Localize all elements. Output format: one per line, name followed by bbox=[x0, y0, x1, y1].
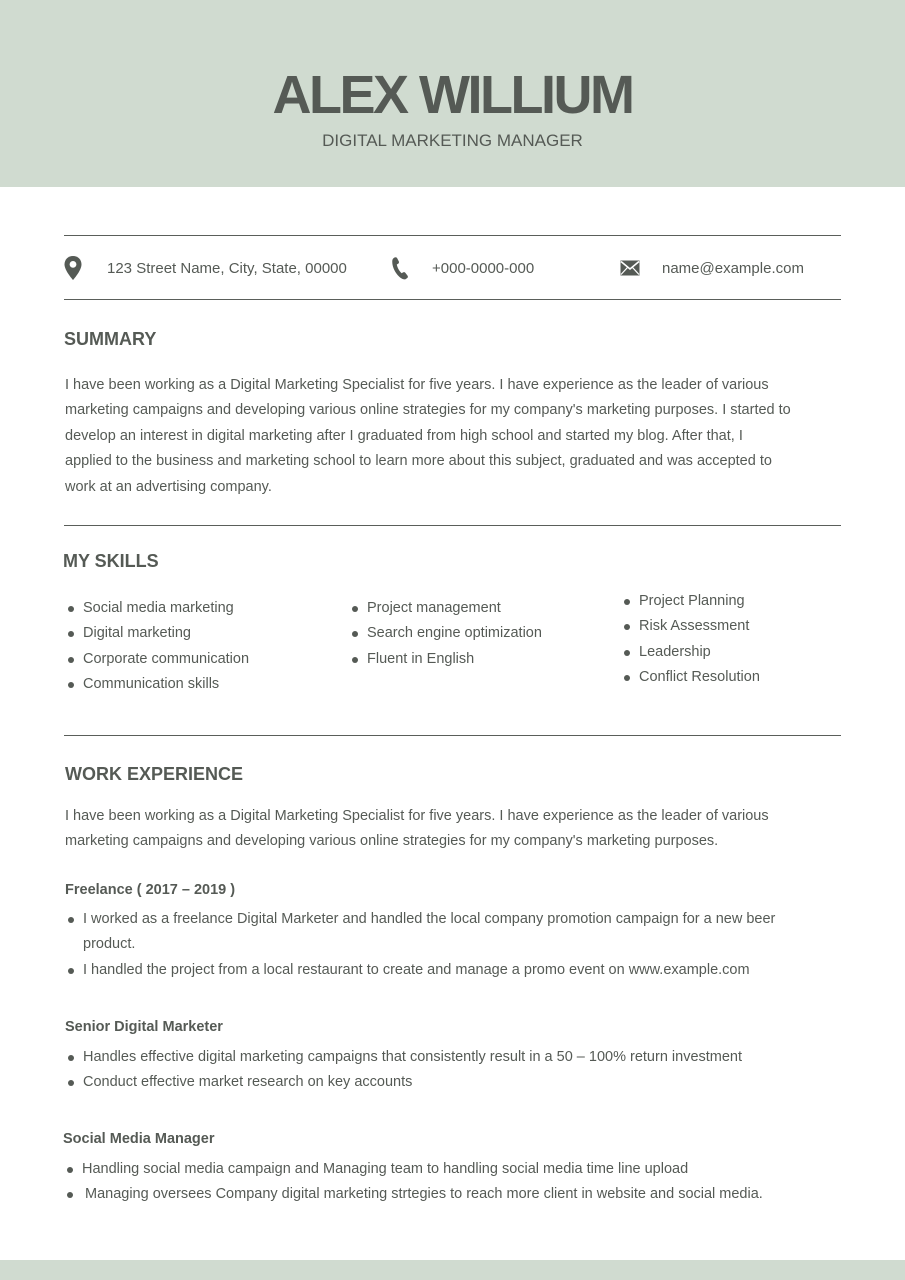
summary-text bbox=[65, 373, 835, 500]
job-title: Social Media Manager bbox=[63, 1131, 215, 1147]
candidate-role: DIGITAL MARKETING MANAGER bbox=[322, 131, 583, 150]
contact-email bbox=[620, 254, 804, 282]
location-pin-icon bbox=[63, 255, 83, 281]
skill-item: Conflict Resolution bbox=[621, 665, 760, 690]
summary-line: marketing campaigns and developing various online strategies for my company's marketing purposes. I started to bbox=[65, 402, 791, 419]
skills-list-col1 bbox=[65, 596, 249, 698]
skill-item: Social media marketing bbox=[65, 596, 249, 621]
job-bullets bbox=[64, 1157, 854, 1208]
phone-icon bbox=[390, 256, 410, 280]
job-bullets bbox=[65, 1045, 825, 1096]
job-title: Senior Digital Marketer bbox=[65, 1019, 223, 1035]
contact-address bbox=[63, 254, 347, 282]
job-title: Freelance ( 2017 – 2019 ) bbox=[65, 882, 236, 898]
job-bullet: Conduct effective market research on key accounts bbox=[65, 1070, 825, 1095]
summary-line: applied to the business and marketing school to learn more about this subject, graduated and was accepted to bbox=[65, 453, 772, 470]
skill-item: Search engine optimization bbox=[349, 621, 542, 646]
skill-item: Project Planning bbox=[621, 589, 760, 614]
job-bullet: Handles effective digital marketing campaigns that consistently result in a 50 – 100% return investment bbox=[65, 1045, 825, 1070]
contact-top-divider bbox=[64, 235, 841, 236]
summary-line: I have been working as a Digital Marketing Specialist for five years. I have experience as the leader of various bbox=[65, 377, 769, 393]
phone-text: +000-0000-000 bbox=[432, 259, 535, 277]
job-bullet: I handled the project from a local restaurant to create and manage a promo event on www.example.com bbox=[65, 958, 805, 983]
address-text: 123 Street Name, City, State, 00000 bbox=[107, 259, 347, 277]
summary-line: develop an interest in digital marketing after I graduated from high school and started my blog. After that, I bbox=[65, 427, 743, 444]
skills-list-col2 bbox=[349, 596, 542, 672]
skill-item: Fluent in English bbox=[349, 647, 542, 672]
experience-title: WORK EXPERIENCE bbox=[65, 764, 244, 784]
email-text: name@example.com bbox=[662, 259, 804, 277]
envelope-icon bbox=[620, 260, 640, 276]
candidate-name: ALEX WILLIUM bbox=[272, 65, 633, 125]
experience-intro-line: marketing campaigns and developing various online strategies for my company's marketing purposes. bbox=[65, 833, 719, 850]
skill-item: Communication skills bbox=[65, 672, 249, 697]
job-bullet: I worked as a freelance Digital Marketer and handled the local company promotion campaign for a new beer product. bbox=[65, 907, 805, 958]
job-bullets bbox=[65, 907, 805, 983]
skill-item: Project management bbox=[349, 596, 542, 621]
header-banner bbox=[0, 0, 905, 187]
summary-title: SUMMARY bbox=[64, 329, 157, 349]
skill-item: Leadership bbox=[621, 640, 760, 665]
skill-item: Corporate communication bbox=[65, 647, 249, 672]
skill-item: Risk Assessment bbox=[621, 614, 760, 639]
skills-divider bbox=[64, 735, 841, 736]
job-bullet: Handling social media campaign and Managing team to handling social media time line upload bbox=[64, 1157, 854, 1182]
summary-divider bbox=[64, 525, 841, 526]
footer-band bbox=[0, 1260, 905, 1280]
contact-phone bbox=[390, 254, 534, 282]
contact-bottom-divider bbox=[64, 299, 841, 300]
experience-intro bbox=[65, 804, 835, 855]
summary-line: work at an advertising company. bbox=[65, 478, 272, 495]
skills-title: MY SKILLS bbox=[63, 551, 159, 571]
skills-list-col3 bbox=[621, 589, 760, 691]
experience-intro-line: I have been working as a Digital Marketing Specialist for five years. I have experience as the leader of various bbox=[65, 808, 769, 824]
job-bullet: Managing oversees Company digital marketing strtegies to reach more client in website and social media. bbox=[64, 1182, 854, 1207]
skill-item: Digital marketing bbox=[65, 621, 249, 646]
